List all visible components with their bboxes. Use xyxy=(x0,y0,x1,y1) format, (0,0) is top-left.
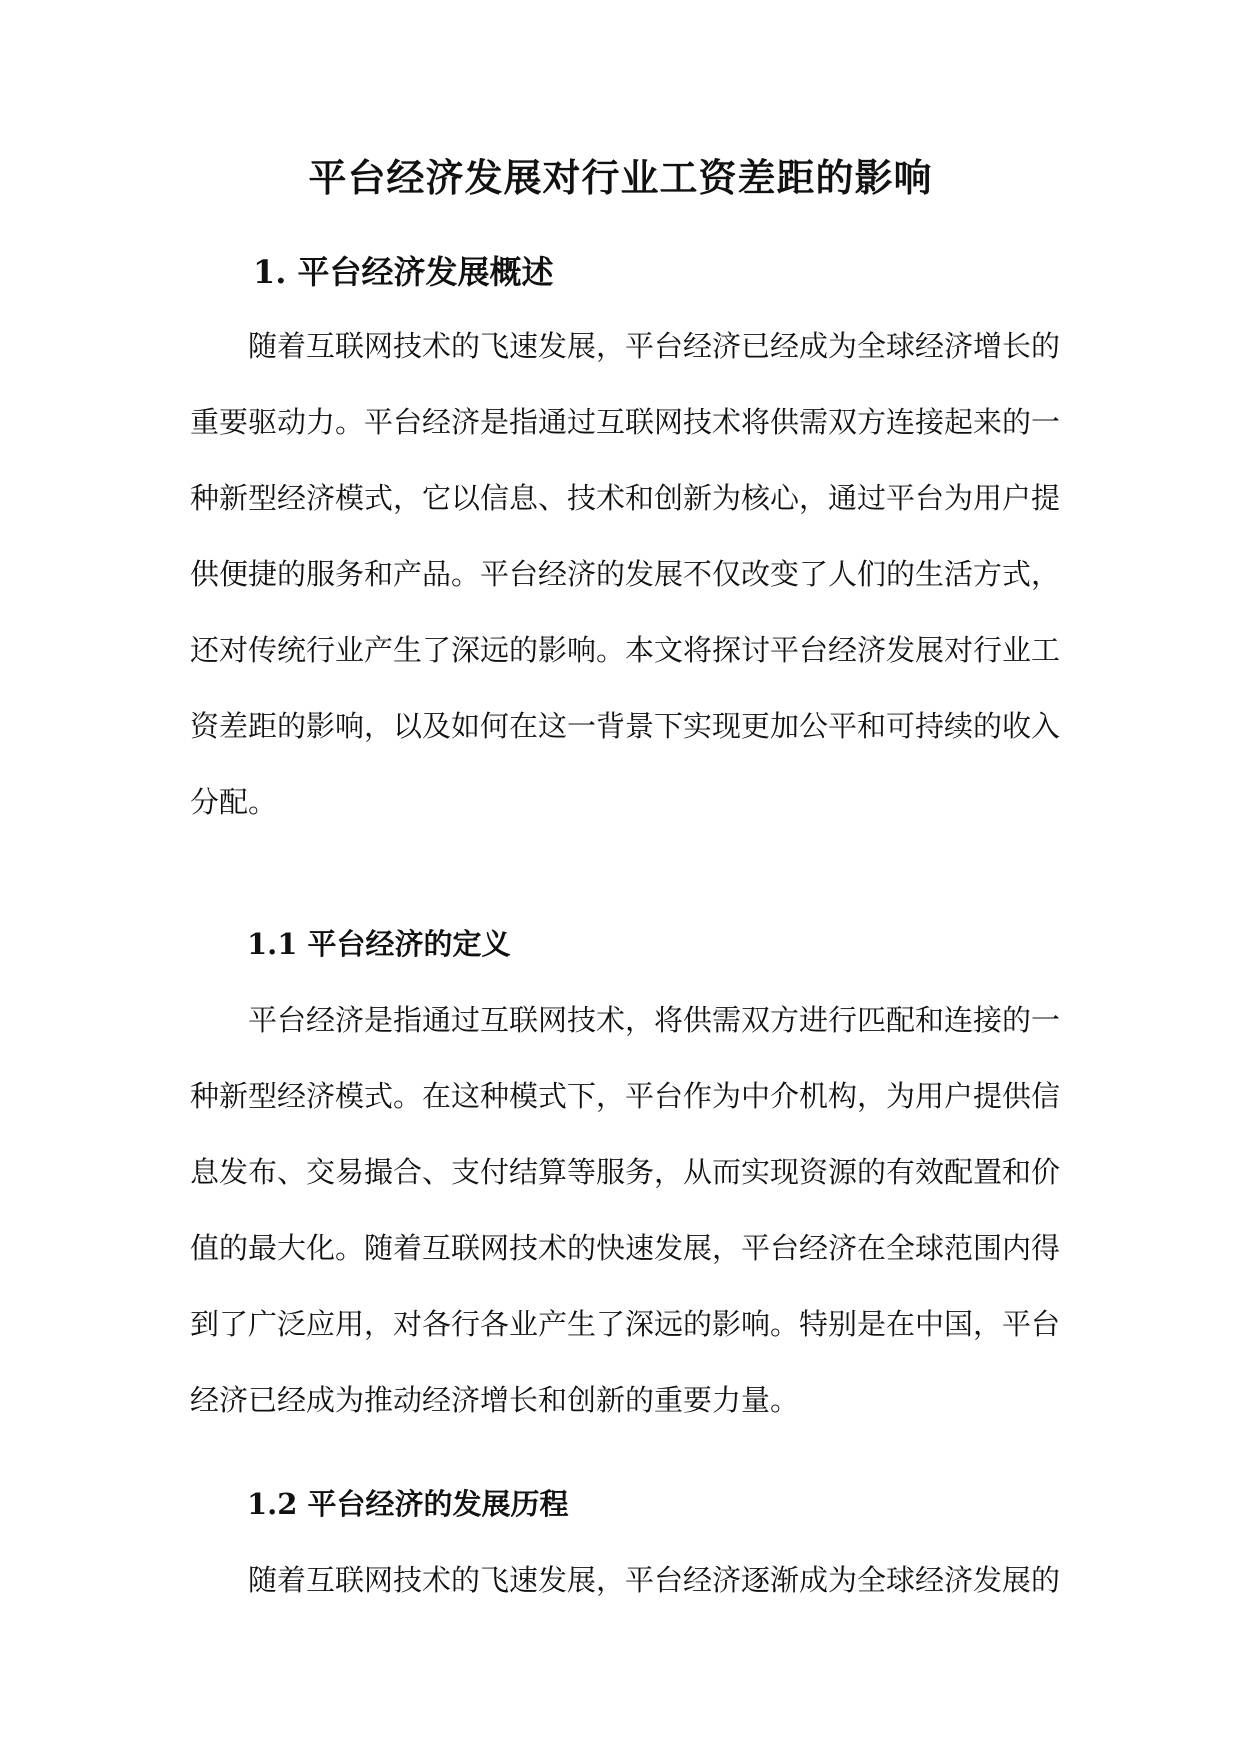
paragraph-line: 种新型经济模式。在这种模式下，平台作为中介机构，为用户提供信 xyxy=(190,1079,1060,1113)
subsection-heading-1-1: 1.1 平台经济的定义 xyxy=(247,927,511,961)
paragraph-line: 息发布、交易撮合、支付结算等服务，从而实现资源的有效配置和价 xyxy=(190,1155,1060,1189)
subsection-heading-1-2: 1.2 平台经济的发展历程 xyxy=(247,1487,569,1521)
paragraph-line: 种新型经济模式，它以信息、技术和创新为核心，通过平台为用户提 xyxy=(190,481,1060,515)
paragraph-line: 资差距的影响，以及如何在这一背景下实现更加公平和可持续的收入 xyxy=(190,709,1060,743)
paragraph-line: 经济已经成为推动经济增长和创新的重要力量。 xyxy=(190,1383,800,1417)
paragraph-line: 值的最大化。随着互联网技术的快速发展，平台经济在全球范围内得 xyxy=(190,1231,1060,1265)
section-heading-1: 1. 平台经济发展概述 xyxy=(253,253,554,291)
paragraph-history xyxy=(190,1542,1060,1618)
paragraph-overview xyxy=(190,308,1060,840)
paragraph-line: 重要驱动力。平台经济是指通过互联网技术将供需双方连接起来的一 xyxy=(190,405,1060,439)
paragraph-line: 还对传统行业产生了深远的影响。本文将探讨平台经济发展对行业工 xyxy=(190,633,1060,667)
paragraph-line: 随着互联网技术的飞速发展，平台经济逐渐成为全球经济发展的 xyxy=(248,1563,1060,1597)
paragraph-definition xyxy=(190,982,1060,1438)
paragraph-line: 到了广泛应用，对各行各业产生了深远的影响。特别是在中国，平台 xyxy=(190,1307,1060,1341)
paragraph-line: 供便捷的服务和产品。平台经济的发展不仅改变了人们的生活方式， xyxy=(190,557,1060,591)
paragraph-line: 随着互联网技术的飞速发展，平台经济已经成为全球经济增长的 xyxy=(248,329,1060,363)
document-title: 平台经济发展对行业工资差距的影响 xyxy=(308,155,933,200)
paragraph-line: 平台经济是指通过互联网技术，将供需双方进行匹配和连接的一 xyxy=(248,1003,1060,1037)
paragraph-line: 分配。 xyxy=(190,785,278,819)
